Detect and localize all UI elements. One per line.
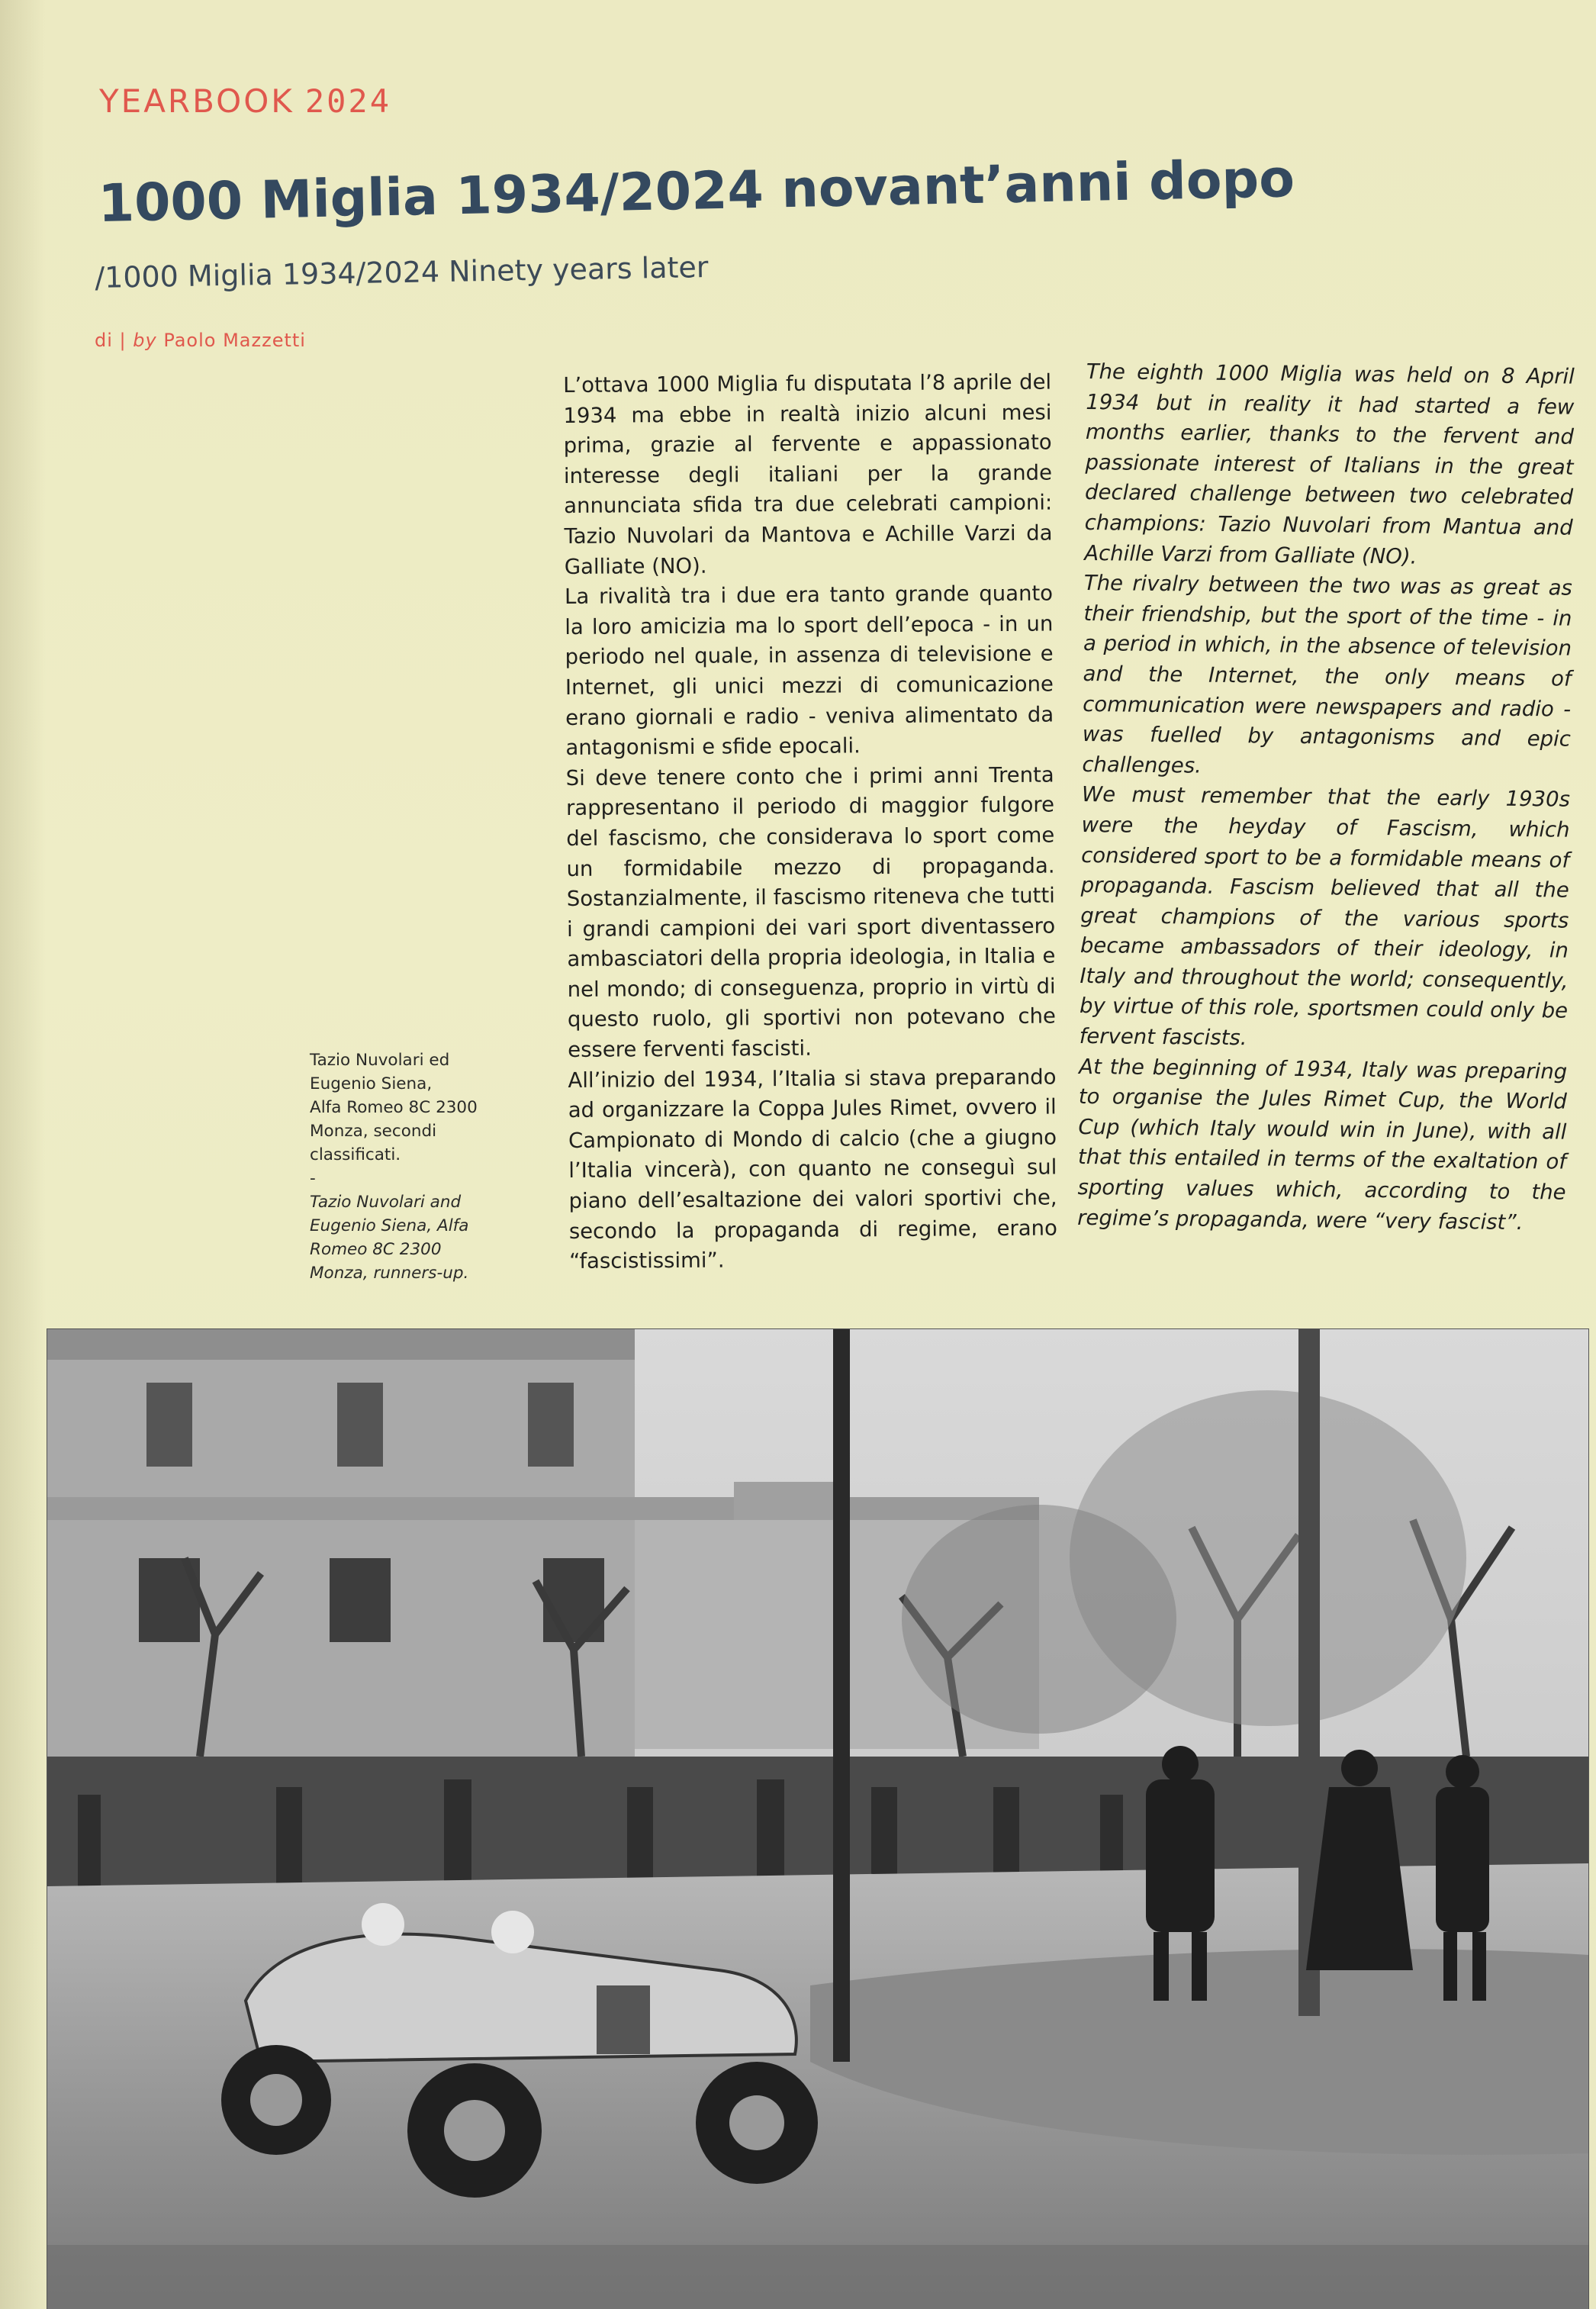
- window: [337, 1383, 383, 1467]
- window: [330, 1558, 391, 1642]
- caption-line: Monza, secondi: [310, 1122, 437, 1141]
- caption-separator: -: [310, 1169, 316, 1188]
- utility-pole: [833, 1329, 850, 2062]
- body-column-italian: [563, 368, 1057, 1277]
- section-label: YEARBOOK: [99, 82, 294, 120]
- caption-line: Monza, runners-up.: [310, 1264, 469, 1283]
- photo-caption: [310, 1048, 508, 1285]
- tree-canopy: [902, 1505, 1176, 1734]
- paragraph: La rivalità tra i due era tanto grande quanto la loro amicizia ma lo sport dell’epoca - in un periodo nel quale, in assenza di televisione e Internet, gli unici mezzi di comunicazione erano giornali e radio - veniva alimentato da antagonismi e sfide epocali.: [564, 581, 1054, 761]
- caption-line: Romeo 8C 2300: [310, 1240, 442, 1259]
- article-subtitle: /1000 Miglia 1934/2024 Ninety years later: [95, 250, 709, 295]
- paragraph: All’inizio del 1934, l’Italia si stava preparando ad organizzare la Coppa Jules Rimet, ovvero il Campionato di Mondo di calcio (che a giugno l’Italia vincerà), con quanto ne conseguì sul piano dell’esaltazione dei valori sportivi che, secondo la propaganda di regime, erano “fascistissimi”.: [568, 1064, 1057, 1274]
- window: [528, 1383, 574, 1467]
- caption-line: Alfa Romeo 8C 2300: [310, 1098, 478, 1117]
- section-year: 2024: [304, 82, 391, 120]
- historic-race-photo: [47, 1329, 1588, 2309]
- section-header: [99, 82, 391, 120]
- caption-line: classificati.: [310, 1145, 401, 1164]
- window: [146, 1383, 192, 1467]
- caption-line: Eugenio Siena,: [310, 1074, 433, 1093]
- paragraph: Si deve tenere conto che i primi anni Trenta rappresentano il periodo di maggior fulgore del fascismo, che considerava lo sport come un formidabile mezzo di propaganda. Sostanzialmente, il fascismo riteneva che tutti i grandi campioni dei vari sport diventassero ambasciatori della propria ideologia, in Italia e nel mondo; di conseguenza, proprio in virtù di questo ruolo, gli sportivi non potevano che essere ferventi fascisti.: [565, 762, 1057, 1063]
- byline-by: by: [133, 330, 157, 351]
- caption-line: Tazio Nuvolari and: [310, 1193, 462, 1212]
- photo-illustration: [47, 1329, 1588, 2309]
- page-fold-shadow: [0, 0, 46, 2309]
- article-title: 1000 Miglia 1934/2024 novant’anni dopo: [98, 149, 1295, 234]
- author-name: Paolo Mazzetti: [163, 330, 306, 351]
- byline-prefix: di |: [95, 330, 134, 351]
- paragraph: L’ottava 1000 Miglia fu disputata l’8 aprile del 1934 ma ebbe in realtà inizio alcuni mesi prima, grazie al fervente e appassionato interesse degli italiani per la grande annunciata sfida tra due celebrati campioni: Tazio Nuvolari da Mantova e Achille Varzi da Galliate (NO).: [563, 369, 1053, 579]
- paragraph: At the beginning of 1934, Italy was preparing to organise the Jules Rimet Cup, the World Cup (which Italy would win in June), with all that this entailed in terms of the exaltation of sporting values which, according to the regime’s propaganda, were “very fascist”.: [1077, 1054, 1568, 1235]
- caption-line: Eugenio Siena, Alfa: [310, 1216, 469, 1235]
- caption-line: Tazio Nuvolari ed: [310, 1051, 450, 1070]
- body-column-english: [1077, 357, 1575, 1238]
- paragraph: We must remember that the early 1930s were the heyday of Fascism, which considered sport to be a formidable means of propaganda. Fascism believed that all the great champions of the various sports became ambassadors of their ideology, in Italy and throughout the world; consequently, by virtue of this role, sportsmen could only be fervent fascists.: [1079, 782, 1571, 1051]
- paragraph: The eighth 1000 Miglia was held on 8 April 1934 but in reality it had started a few months earlier, thanks to the fervent and passionate interest of Italians in the great declared challenge between two celebrated champions: Tazio Nuvolari from Mantua and Achille Varzi from Galliate (NO).: [1084, 359, 1575, 569]
- paragraph: The rivalry between the two was as great as their friendship, but the sport of the time - in a period in which, in the absence of television and the Internet, the only means of communication were newspapers and radio - was fuelled by antagonisms and epic challenges.: [1082, 571, 1573, 778]
- byline: [95, 330, 306, 351]
